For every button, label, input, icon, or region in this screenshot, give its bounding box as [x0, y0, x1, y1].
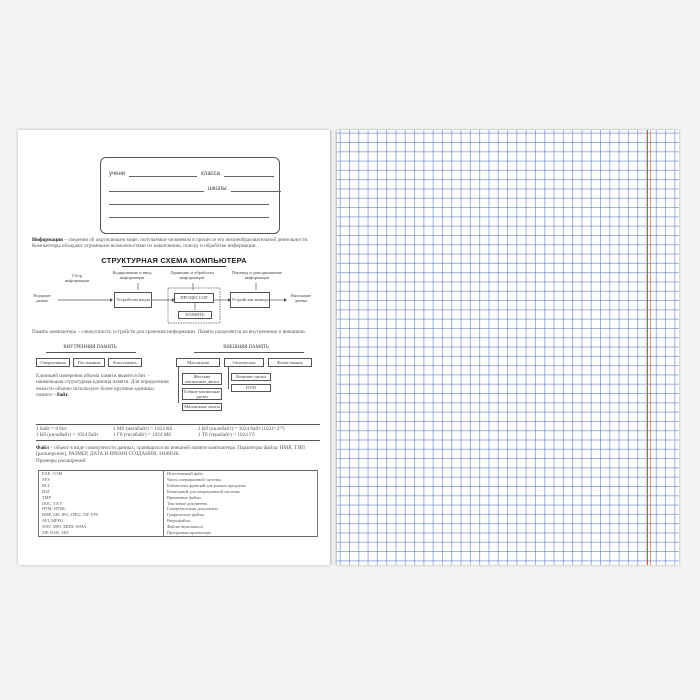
- byte-word: байт.: [56, 392, 69, 399]
- magnetic-hard-disk: Жесткие магнитные диски: [182, 373, 222, 385]
- description-cell: Командный для операционной системы: [164, 489, 318, 495]
- units-top-rule: [36, 424, 320, 425]
- unit-tb: 1 Тб (терабайт) = 1024 Гб: [198, 432, 255, 439]
- schema-core-frame: [168, 288, 220, 323]
- internal-ram: Оперативная: [36, 358, 70, 367]
- schema-input-data: Входящие данные: [33, 293, 51, 304]
- unit-gb: 1 Гб (гигабайт) = 1024 Мб: [113, 432, 172, 439]
- schema-step-encode: Кодирование и ввод информации: [112, 270, 152, 281]
- red-margin-line: [647, 130, 648, 565]
- table-row: [39, 530, 318, 536]
- units-left: [36, 426, 111, 439]
- description-cell: Программы-архиваторы: [164, 530, 318, 536]
- optical-cd: Компакт-диски: [231, 373, 271, 381]
- file-paragraph: [36, 445, 322, 464]
- optical-connector: [228, 367, 229, 389]
- schema-step-decode: Перевод и декодирование информации: [231, 270, 283, 281]
- units-right: [198, 426, 322, 439]
- schema-step-store: Хранение и обработка информации: [170, 270, 214, 281]
- description-cell: Файлы звукозаписи: [164, 524, 318, 530]
- description-cell: Исполняемый файл: [164, 471, 318, 477]
- magnetic-floppy: Гибкие магнитные диски: [183, 388, 221, 399]
- extension-cell: ZIP, RAR, ARJ: [39, 530, 164, 536]
- description-cell: Видеофайлы: [164, 518, 318, 524]
- label-school-text: школы: [208, 185, 227, 192]
- extension-cell: SYS: [39, 477, 164, 483]
- label-class-text: класса: [201, 170, 221, 177]
- schema-input-device: Устройства ввода: [114, 292, 152, 308]
- notebook-spine: [330, 130, 337, 565]
- description-cell: Гипертекстовые документы: [164, 506, 318, 512]
- units-mid: [113, 426, 188, 439]
- magnetic-connector: [178, 367, 179, 403]
- magnetic-tape: Магнитные ленты: [182, 403, 222, 411]
- description-cell: Графические файлы: [164, 512, 318, 518]
- description-cell: Библиотека функций для разных программ: [164, 483, 318, 489]
- file-examples-label: Примеры расширений:: [36, 457, 87, 464]
- info-term: Информация: [32, 237, 63, 243]
- extension-cell: TMP: [39, 495, 164, 501]
- extension-cell: EXE, COM: [39, 471, 164, 477]
- file-term: Файл: [36, 445, 49, 451]
- schema-output-device: Устройства вывода: [230, 292, 270, 308]
- schema-output-data: Выходящие данные: [291, 293, 311, 304]
- notebook-left-page: [18, 130, 330, 565]
- external-magnetic: Магнитная: [176, 358, 220, 367]
- notebook-right-page-grid: [337, 130, 679, 565]
- internal-rom: Постоянная: [73, 358, 105, 367]
- red-margin-line-secondary: [650, 130, 651, 565]
- schema-processor: ПРОЦЕССОР: [174, 293, 214, 303]
- extension-cell: DOC, TXT: [39, 501, 164, 507]
- external-bracket: [194, 352, 304, 353]
- optical-dvd: DVD: [231, 384, 271, 392]
- extension-cell: BMP, GIF, JPG, JPEG, TIF, EPS: [39, 512, 164, 518]
- description-cell: Часть операционной системы: [164, 477, 318, 483]
- extension-cell: WAV, MP3, MIDI, WMA: [39, 524, 164, 530]
- description-cell: Текстовые документы: [164, 501, 318, 507]
- schema-title: СТРУКТУРНАЯ СХЕМА КОМПЬЮТЕРА: [18, 256, 330, 267]
- unit-kb-power: 1 Кб (килобайт) = 1024 байт (1024=2¹⁰): [198, 426, 285, 432]
- extension-cell: BAT: [39, 489, 164, 495]
- extension-cell: AVI, MPEG: [39, 518, 164, 524]
- internal-bracket: [46, 352, 136, 353]
- extension-cell: HTM, HTML: [39, 506, 164, 512]
- unit-mb: 1 Мб (мегабайт) = 1024 Кб: [113, 426, 173, 432]
- extension-cell: DLL: [39, 483, 164, 489]
- description-cell: Временные файлы: [164, 495, 318, 501]
- unit-byte: 1 байт = 8 бит: [36, 426, 67, 432]
- byte-paragraph: [36, 373, 170, 399]
- schema-memory: ПАМЯТЬ: [178, 311, 212, 319]
- external-memory-title: ВНЕШНЯЯ ПАМЯТЬ: [223, 345, 269, 350]
- external-flash: Флэш-память: [268, 358, 312, 367]
- label-student-text: учени: [109, 170, 126, 177]
- memory-paragraph: Память компьютера – совокупность устройств для хранения информации. Память разделяется на внутреннюю и внешнюю.: [32, 329, 306, 335]
- extensions-table: [38, 470, 318, 537]
- external-optical: Оптическая: [224, 358, 264, 367]
- internal-cache: Кэш-память: [108, 358, 142, 367]
- info-text: – сведения об окружающем мире, получаемые человеком в процессе его жизнеобразовательной деятельности. Компьютеры обладают огромными возможностями по накоплению, поиску и обработке информации.: [32, 237, 309, 250]
- units-bottom-rule: [36, 440, 320, 441]
- internal-memory-title: ВНУТРЕННЯЯ ПАМЯТЬ: [63, 345, 117, 350]
- byte-text: Единицей измерения объема памяти является бит – наименьшая структурная единица памяти. Для определения емкости обычно используют более крупные единицы памяти –: [36, 373, 169, 399]
- unit-kb: 1 Кб (килобайт) = 1024 байт: [36, 432, 99, 439]
- schema-step-collect: Сбор информации: [64, 273, 90, 284]
- file-text: – объект в виде совокупности данных, хранящихся во внешней памяти компьютера. Параметры файла: ИМЯ, ТИП (расширение), РАЗМЕР, ДАТА И ВРЕМЯ СОЗДАНИЯ, ЗНАЧОК.: [36, 445, 305, 458]
